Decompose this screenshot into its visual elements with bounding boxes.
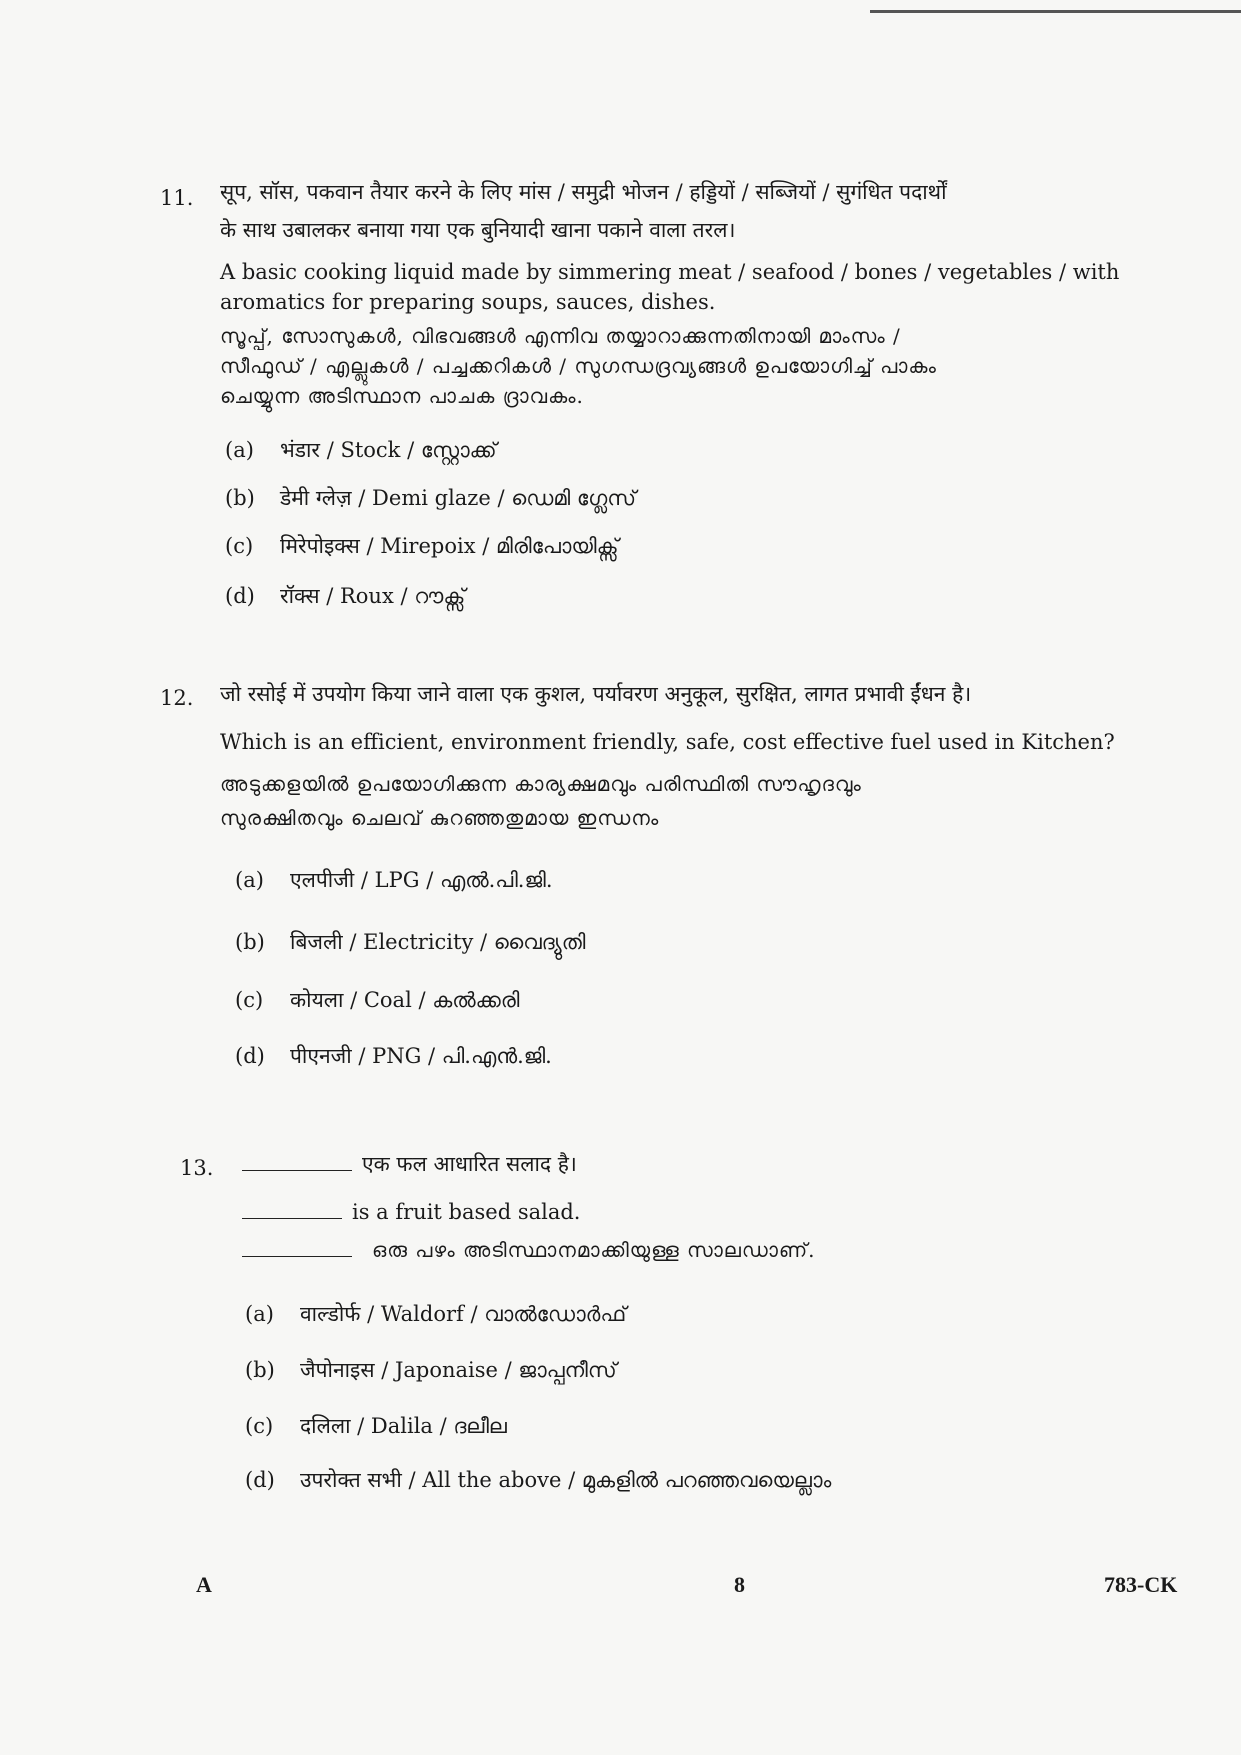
option-text: पीएनजी / PNG / പി.എൻ.ജി.	[290, 1044, 552, 1068]
option-text: बिजली / Electricity / വൈദ്യുതി	[290, 930, 586, 954]
option-label: (d)	[235, 1044, 265, 1068]
question-text: ഒരു പഴം അടിസ്ഥാനമാക്കിയുള്ള സാലഡാണ്.	[372, 1238, 816, 1262]
option-label: (c)	[225, 534, 254, 558]
option-a[interactable]	[245, 1300, 626, 1328]
option-text: जैपोनाइस / Japonaise / ജാപ്പനീസ്	[300, 1358, 617, 1382]
option-text: रॉक्स / Roux / റൗക്സ്	[280, 584, 466, 608]
question-english: aromatics for preparing soups, sauces, dishes.	[220, 290, 716, 314]
question-hindi: सूप, सॉस, पकवान तैयार करने के लिए मांस / समुद्री भोजन / हड्डियों / सब्जियों / सुगंधित पदार्थों	[220, 180, 947, 204]
option-label: (d)	[245, 1468, 275, 1492]
question-english: A basic cooking liquid made by simmering meat / seafood / bones / vegetables / with	[220, 260, 1120, 284]
question-malayalam: സൂപ്പ്, സോസുകൾ, വിഭവങ്ങൾ എന്നിവ തയ്യാറാക്കുന്നതിനായി മാംസം /	[220, 324, 901, 348]
option-a[interactable]	[235, 866, 553, 894]
question-text: एक फल आधारित सलाद है।	[362, 1152, 577, 1176]
page-number: 8	[734, 1572, 745, 1597]
answer-blank	[242, 1170, 352, 1171]
question-malayalam: അടുക്കളയിൽ ഉപയോഗിക്കുന്ന കാര്യക്ഷമവും പരിസ്ഥിതി സൗഹൃദവും	[220, 772, 862, 796]
answer-blank	[242, 1218, 342, 1219]
question-malayalam: സീഫുഡ് / എല്ലുകൾ / പച്ചക്കറികൾ / സുഗന്ധദ്രവ്യങ്ങൾ ഉപയോഗിച്ച് പാകം	[220, 354, 937, 378]
option-label: (c)	[245, 1414, 274, 1438]
question-english: Which is an efficient, environment friendly, safe, cost effective fuel used in Kitchen?	[220, 730, 1115, 754]
scan-edge	[870, 10, 1241, 13]
option-text: डेमी ग्लेज़ / Demi glaze / ഡെമി ഗ്ലേസ്	[280, 486, 637, 510]
option-b[interactable]	[235, 928, 585, 956]
option-text: कोयला / Coal / കൽക്കരി	[290, 988, 520, 1012]
question-malayalam: സുരക്ഷിതവും ചെലവ് കുറഞ്ഞതുമായ ഇന്ധനം	[220, 806, 660, 830]
question-text: is a fruit based salad.	[352, 1200, 581, 1224]
option-label: (c)	[235, 988, 264, 1012]
option-text: एलपीजी / LPG / എൽ.പി.ജി.	[290, 868, 553, 892]
option-label: (d)	[225, 584, 255, 608]
option-label: (a)	[225, 438, 254, 462]
option-c[interactable]	[245, 1412, 507, 1440]
option-label: (b)	[235, 930, 265, 954]
option-label: (a)	[235, 868, 264, 892]
option-b[interactable]	[225, 484, 636, 512]
question-hindi	[242, 1150, 577, 1178]
option-d[interactable]	[225, 582, 465, 610]
paper-code: 783-CK	[1104, 1572, 1178, 1597]
question-english	[242, 1200, 580, 1224]
option-label: (a)	[245, 1302, 274, 1326]
answer-blank	[242, 1256, 352, 1257]
question-number: 13.	[180, 1156, 214, 1180]
option-d[interactable]	[235, 1042, 552, 1070]
option-text: मिरेपोइक्स / Mirepoix / മിരിപോയിക്സ്	[280, 534, 619, 558]
option-c[interactable]	[225, 532, 619, 560]
option-text: दलिला / Dalila / ദലീല	[300, 1414, 507, 1438]
question-number: 11.	[160, 186, 194, 210]
option-text: भंडार / Stock / സ്റ്റോക്ക്	[280, 438, 497, 462]
option-b[interactable]	[245, 1356, 617, 1384]
option-a[interactable]	[225, 436, 497, 464]
option-text: उपरोक्त सभी / All the above / മുകളിൽ പറഞ്ഞവയെല്ലാം	[300, 1468, 832, 1492]
option-text: वाल्डोर्फ / Waldorf / വാൽഡോർഫ്	[300, 1302, 627, 1326]
question-hindi: के साथ उबालकर बनाया गया एक बुनियादी खाना पकाने वाला तरल।	[220, 218, 736, 242]
question-number: 12.	[160, 686, 194, 710]
option-label: (b)	[245, 1358, 275, 1382]
option-d[interactable]	[245, 1466, 831, 1494]
booklet-series: A	[196, 1572, 212, 1597]
option-label: (b)	[225, 486, 255, 510]
question-malayalam: ചെയ്യുന്ന അടിസ്ഥാന പാചക ദ്രാവകം.	[220, 384, 584, 408]
question-hindi: जो रसोई में उपयोग किया जाने वाला एक कुशल, पर्यावरण अनुकूल, सुरक्षित, लागत प्रभावी ईंधन है।	[220, 682, 972, 706]
option-c[interactable]	[235, 986, 519, 1014]
question-malayalam	[242, 1238, 816, 1262]
